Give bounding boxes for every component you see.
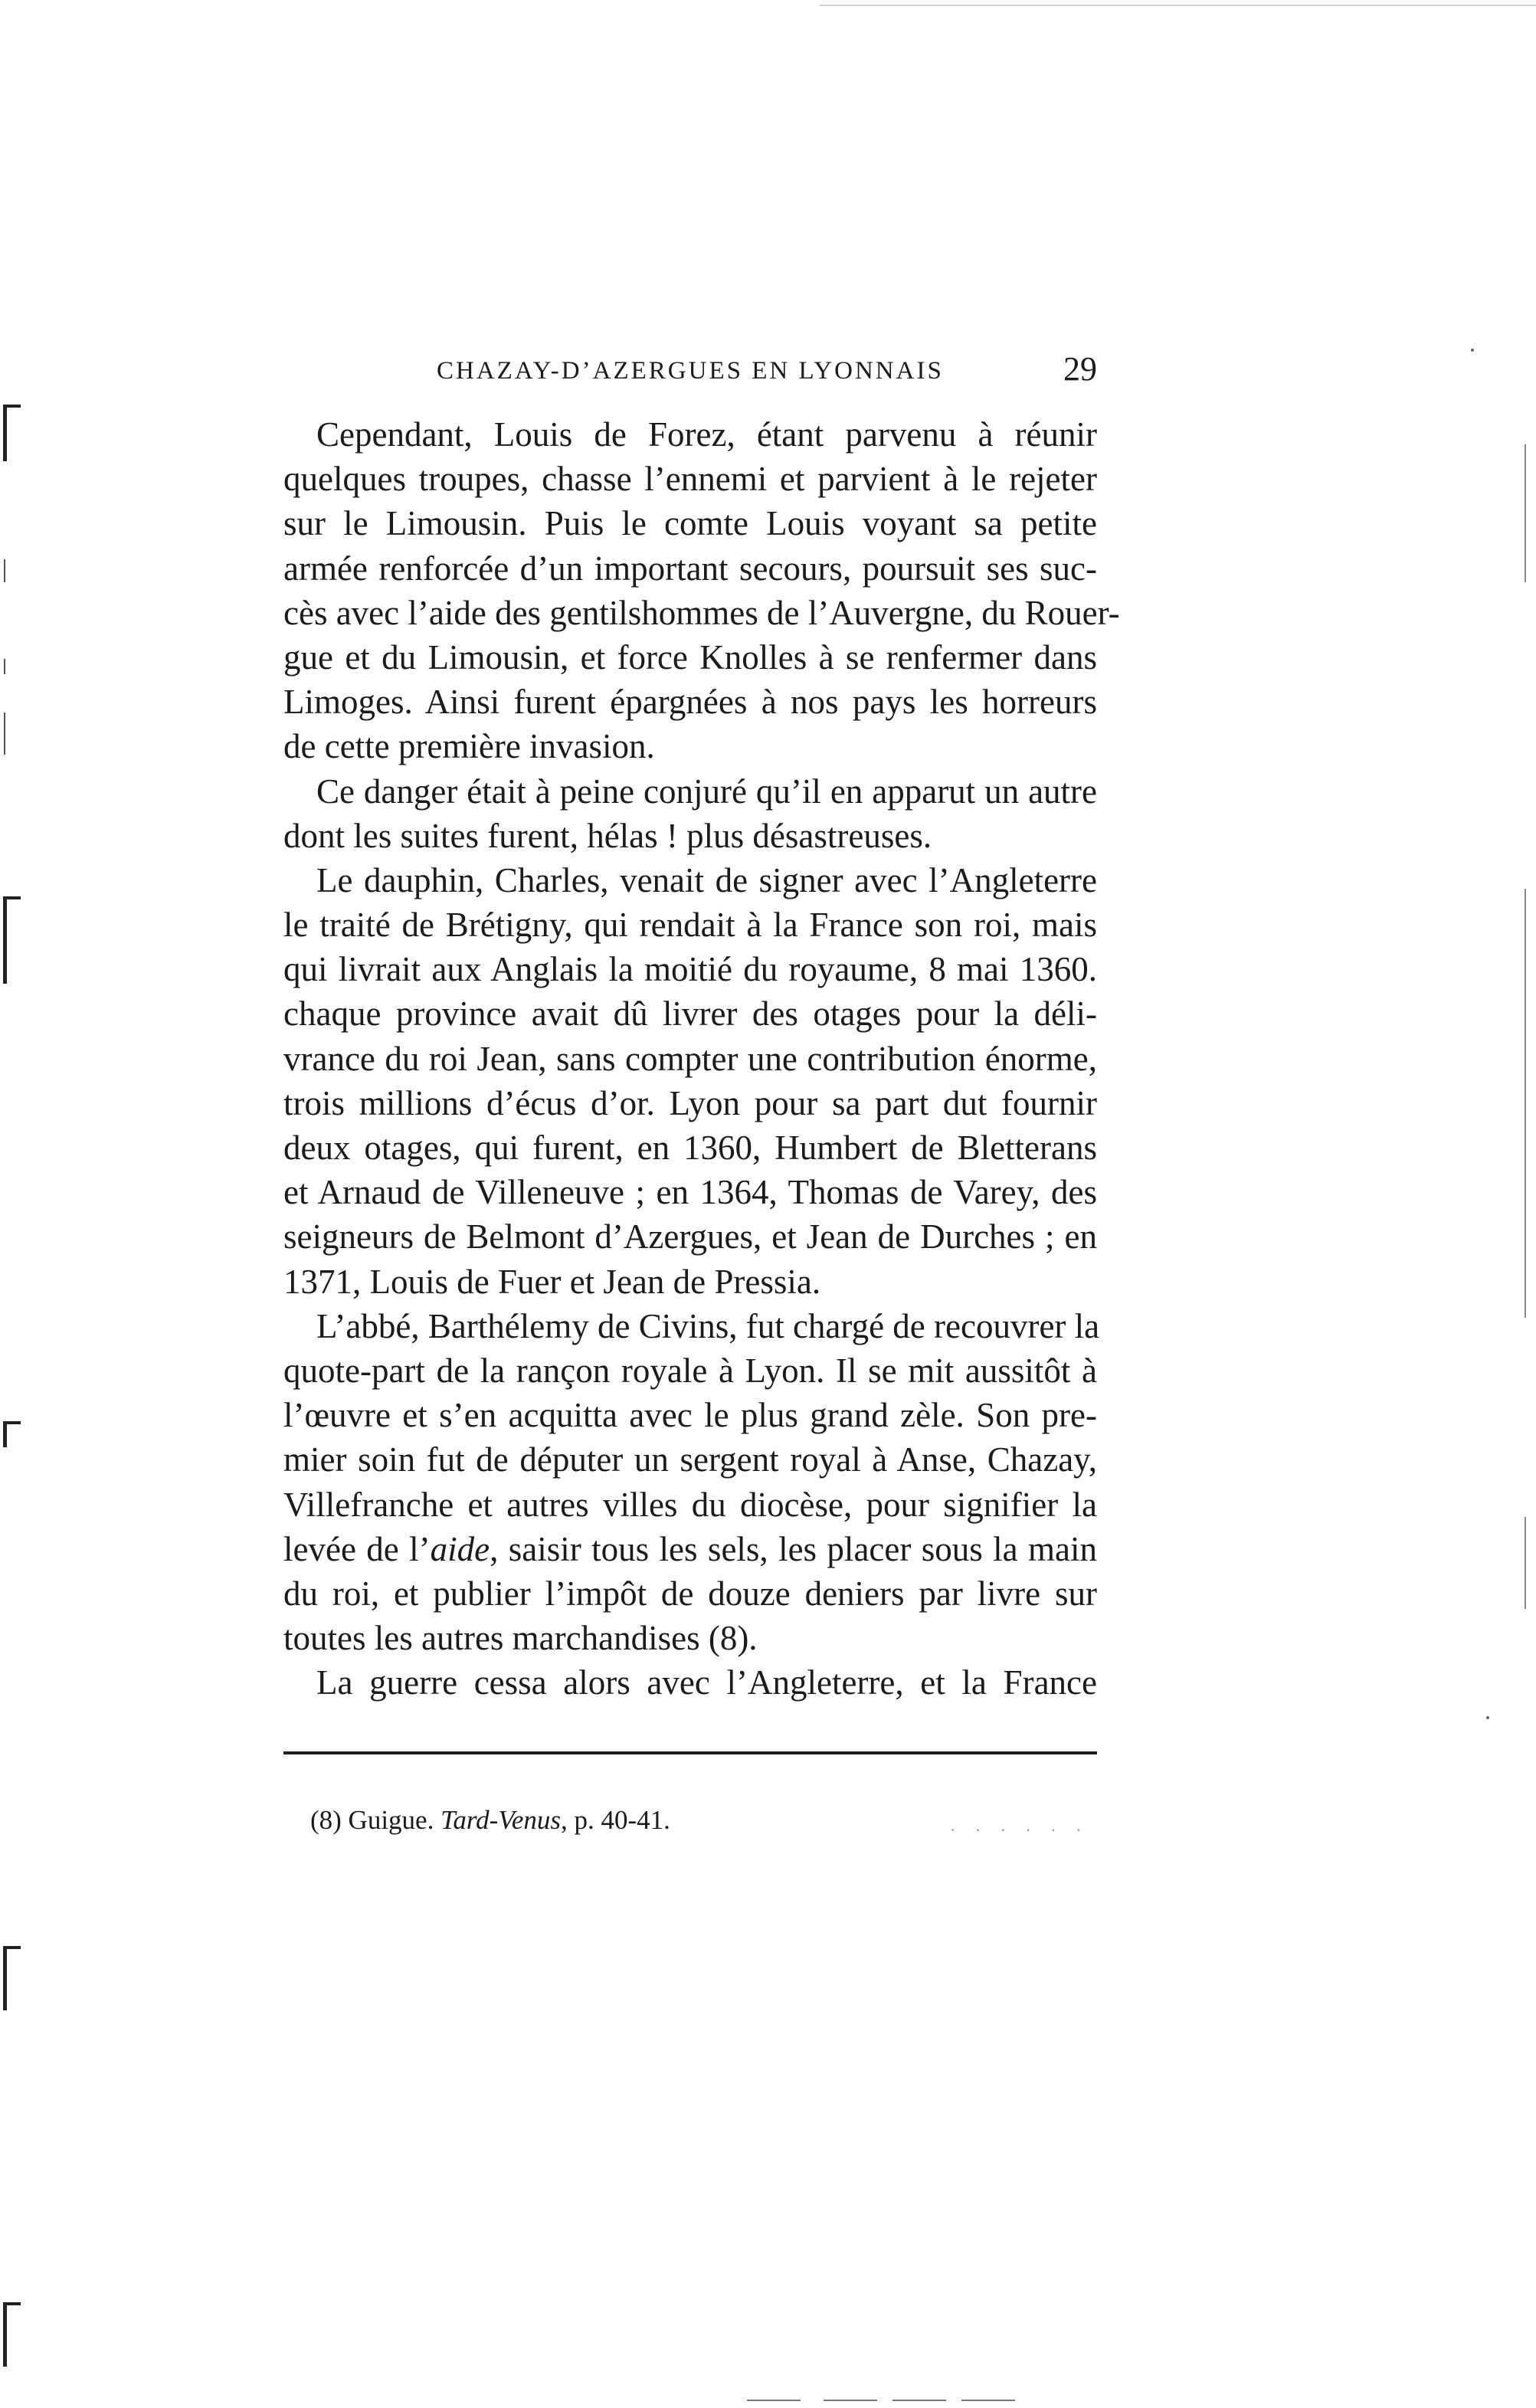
scan-dots: · · · · · · [950,1820,1089,1840]
body-text [283,412,1120,1705]
scan-margin-mark [3,405,21,461]
text-line: La guerre cessa alors avec l’Angleterre, et la France [316,1663,1097,1702]
scan-bottom-dash [747,2400,801,2401]
text-line: trois millions d’écus d’or. Lyon pour sa part dut fournir [283,1083,1097,1122]
text-line: du roi, et publier l’impôt de douze deniers par livre sur [283,1574,1097,1613]
text-line: gue et du Limousin, et force Knolles à se renfermer dans [283,637,1097,677]
text-run: , saisir tous les sels, les placer sous la main [490,1529,1097,1568]
text-line: qui livrait aux Anglais la moitié du royaume, 8 mai 1360. [283,950,1097,989]
scan-margin-tick [4,559,5,582]
footnote-prefix: (8) Guigue. [310,1805,441,1835]
page-number: 29 [1063,350,1097,388]
text-line: seigneurs de Belmont d’Azergues, et Jean de Durches ; en [283,1217,1097,1256]
text-line: vrance du roi Jean, sans compter une contribution énorme, [283,1039,1097,1078]
text-line: Le dauphin, Charles, venait de signer avec l’Angleterre [316,860,1097,899]
scan-margin-mark [3,2302,21,2367]
text-line: sur le Limousin. Puis le comte Louis voyant sa petite [283,504,1097,543]
text-line: L’abbé, Barthélemy de Civins, fut chargé de recouvrer la [316,1306,1100,1345]
text-line: dont les suites furent, hélas ! plus désastreuses. [283,816,932,855]
text-line: l’œuvre et s’en acquitta avec le plus grand zèle. Son pre- [283,1396,1097,1435]
text-line: cès avec l’aide des gentilshommes de l’Auvergne, du Rouer- [283,593,1120,632]
footnote [310,1805,670,1836]
text-line: quelques troupes, chasse l’ennemi et parvient à le rejeter [283,460,1097,499]
footnote-suffix: , p. 40-41. [561,1805,670,1835]
scan-margin-rule [1525,1517,1526,1609]
scan-margin-rule [1525,889,1526,1318]
text-line [283,1527,1097,1571]
scan-margin-tick [4,713,5,755]
text-line: Cependant, Louis de Forez, étant parvenu à réunir [316,415,1097,454]
text-line: deux otages, qui furent, en 1360, Humbert de Bletterans [283,1129,1097,1167]
scan-edge-line [820,5,1536,6]
scan-margin-tick [4,659,5,674]
italic-term: aide [430,1529,490,1568]
footnote-title: Tard-Venus [440,1805,561,1835]
text-line: quote-part de la rançon royale à Lyon. Il se mit aussitôt à [283,1351,1097,1390]
text-line: mier soin fut de députer un sergent royal à Anse, Chazay, [283,1440,1097,1479]
text-line: chaque province avait dû livrer des otages pour la déli- [283,994,1097,1034]
text-line: de cette première invasion. [283,727,655,766]
scan-bottom-dash [961,2400,1015,2401]
scan-margin-mark [3,1421,21,1447]
text-line: armée renforcée d’un important secours, poursuit ses suc- [283,549,1097,588]
text-run: levée de l’ [283,1529,431,1568]
text-line: toutes les autres marchandises (8). [283,1619,758,1658]
scan-speck [1486,1716,1489,1719]
text-line: Villefranche et autres villes du diocèse, pour signifier la [283,1485,1097,1524]
text-line: et Arnaud de Villeneuve ; en 1364, Thomas de Varey, des [283,1173,1097,1212]
scan-bottom-dash [824,2400,877,2401]
running-title: CHAZAY-D’AZERGUES EN LYONNAIS [437,357,944,385]
scan-speck [1471,349,1474,352]
text-line: Limoges. Ainsi furent épargnées à nos pays les horreurs [283,683,1097,722]
scan-margin-mark [3,896,21,984]
text-line: 1371, Louis de Fuer et Jean de Pressia. [283,1262,821,1301]
footnote-rule [283,1751,1097,1754]
scan-bottom-dash [892,2400,946,2401]
text-line: Ce danger était à peine conjuré qu’il en apparut un autre [316,772,1097,811]
scan-margin-rule [1525,444,1526,582]
text-line: le traité de Brétigny, qui rendait à la France son roi, mais [283,906,1097,945]
scan-margin-mark [3,1946,21,2010]
